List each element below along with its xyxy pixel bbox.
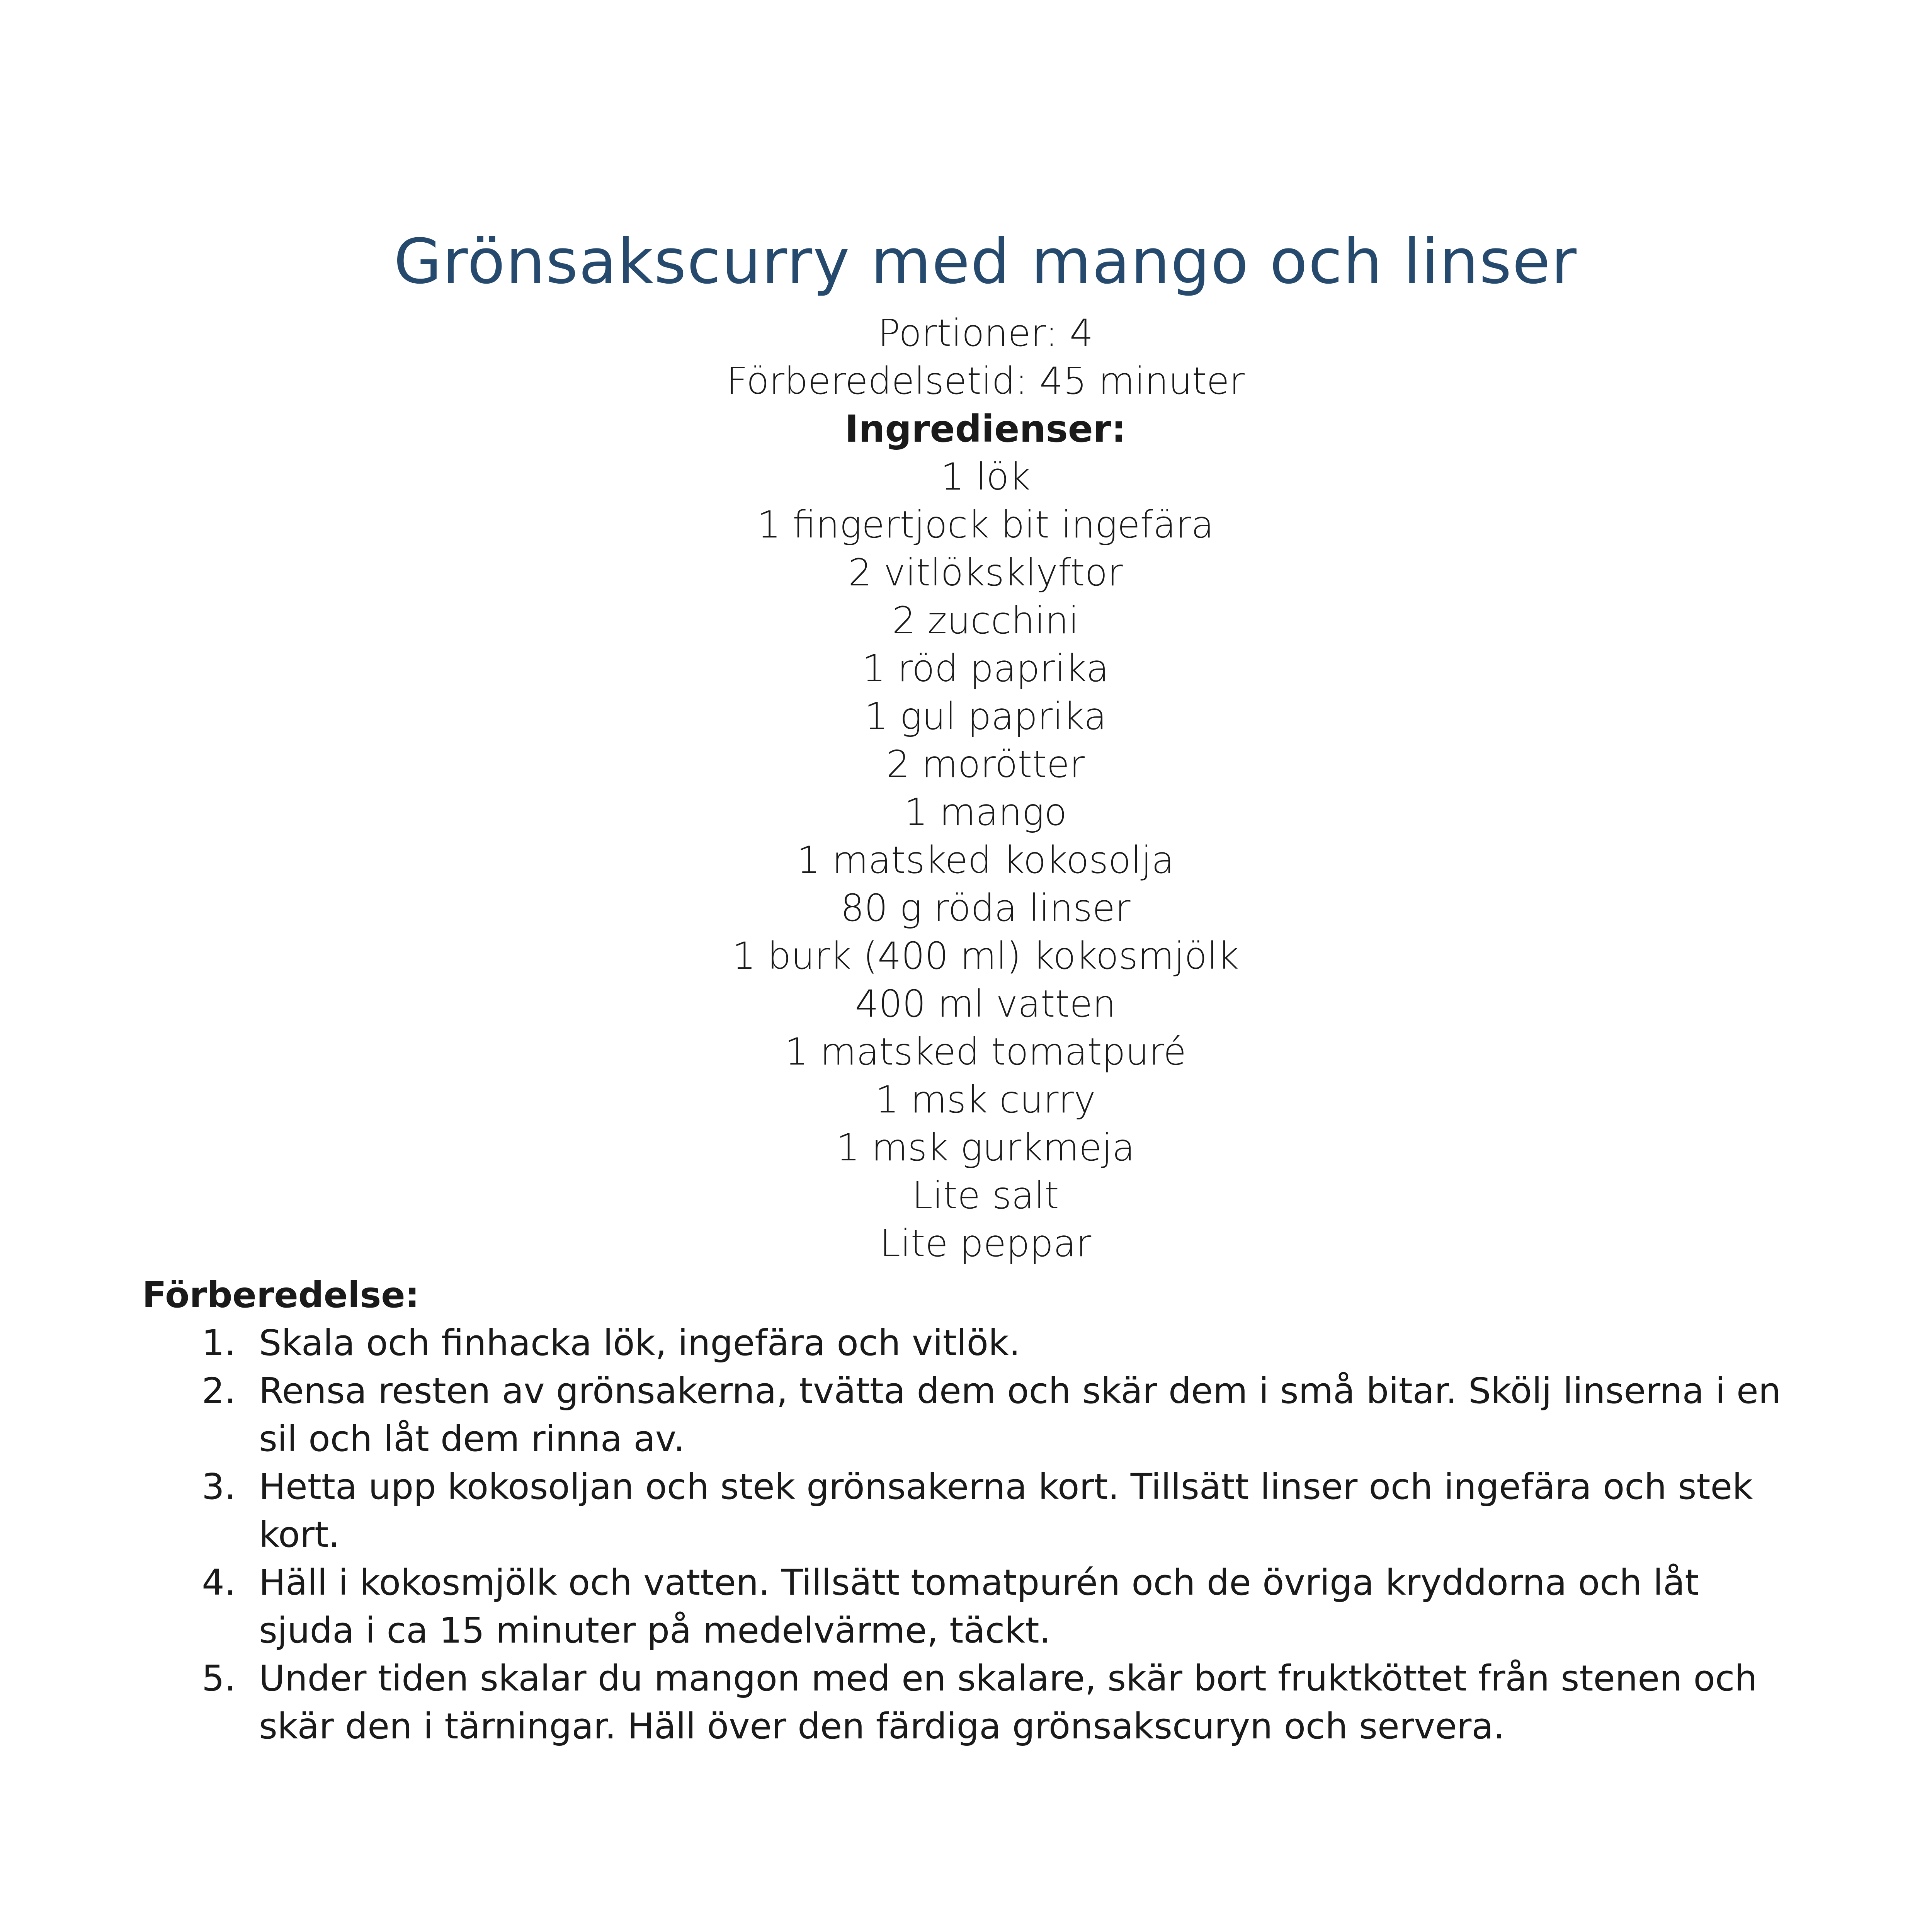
step-item xyxy=(193,1319,1797,1367)
step-item xyxy=(193,1463,1797,1559)
step-text: Hetta upp kokosoljan och stek grönsakerna kort. Tillsätt linser och ingefära och stek kort. xyxy=(259,1466,1753,1555)
step-text: Under tiden skalar du mangon med en skalare, skär bort fruktköttet från stenen och skär den i tärningar. Häll över den färdiga grönsakscuryn och servera. xyxy=(259,1658,1757,1747)
step-text: Rensa resten av grönsakerna, tvätta dem och skär dem i små bitar. Skölj linserna i en sil och låt dem rinna av. xyxy=(259,1370,1781,1459)
ingredient-item: 2 morötter xyxy=(886,743,1085,786)
step-text: Häll i kokosmjölk och vatten. Tillsätt tomatpurén och de övriga kryddorna och låt sjuda i ca 15 minuter på medelvärme, täckt. xyxy=(259,1562,1699,1651)
ingredient-item: 1 gul paprika xyxy=(864,695,1107,738)
step-number: 1. xyxy=(202,1322,236,1364)
step-text: Skala och finhacka lök, ingefära och vitlök. xyxy=(259,1322,1020,1364)
step-item xyxy=(193,1559,1797,1655)
preparation-steps xyxy=(193,1319,1797,1750)
step-number: 2. xyxy=(202,1370,236,1412)
ingredient-item: 2 zucchini xyxy=(892,599,1079,642)
ingredient-item: 1 fingertjock bit ingefära xyxy=(757,503,1214,546)
ingredient-item: Lite peppar xyxy=(879,1222,1092,1265)
ingredients-list xyxy=(0,453,1932,1267)
step-item xyxy=(193,1655,1797,1750)
ingredient-item: 1 msk gurkmeja xyxy=(836,1126,1135,1169)
ingredient-item: 1 röd paprika xyxy=(862,647,1109,690)
ingredient-item: 1 lök xyxy=(940,455,1031,498)
ingredient-item: 2 vitlöksklyftor xyxy=(848,551,1123,594)
portions: Portioner: 4 xyxy=(878,311,1094,355)
preparation-heading: Förberedelse: xyxy=(142,1274,420,1316)
ingredient-item: 1 matsked tomatpuré xyxy=(785,1030,1186,1073)
step-number: 5. xyxy=(202,1658,236,1699)
recipe-meta xyxy=(0,309,1932,1267)
ingredients-heading: Ingredienser: xyxy=(845,407,1126,451)
ingredient-item: 400 ml vatten xyxy=(855,982,1116,1026)
ingredient-item: 1 burk (400 ml) kokosmjölk xyxy=(732,934,1239,978)
ingredient-item: 80 g röda linser xyxy=(840,886,1131,930)
prep-time: Förberedelsetid: 45 minuter xyxy=(726,359,1245,403)
step-number: 3. xyxy=(202,1466,236,1507)
step-item xyxy=(193,1367,1797,1463)
ingredient-item: Lite salt xyxy=(912,1174,1059,1217)
step-number: 4. xyxy=(202,1562,236,1603)
ingredient-item: 1 matsked kokosolja xyxy=(796,838,1174,882)
ingredient-item: 1 msk curry xyxy=(875,1078,1096,1121)
ingredient-item: 1 mango xyxy=(904,791,1067,834)
recipe-title: Grönsakscurry med mango och linser xyxy=(394,225,1577,298)
